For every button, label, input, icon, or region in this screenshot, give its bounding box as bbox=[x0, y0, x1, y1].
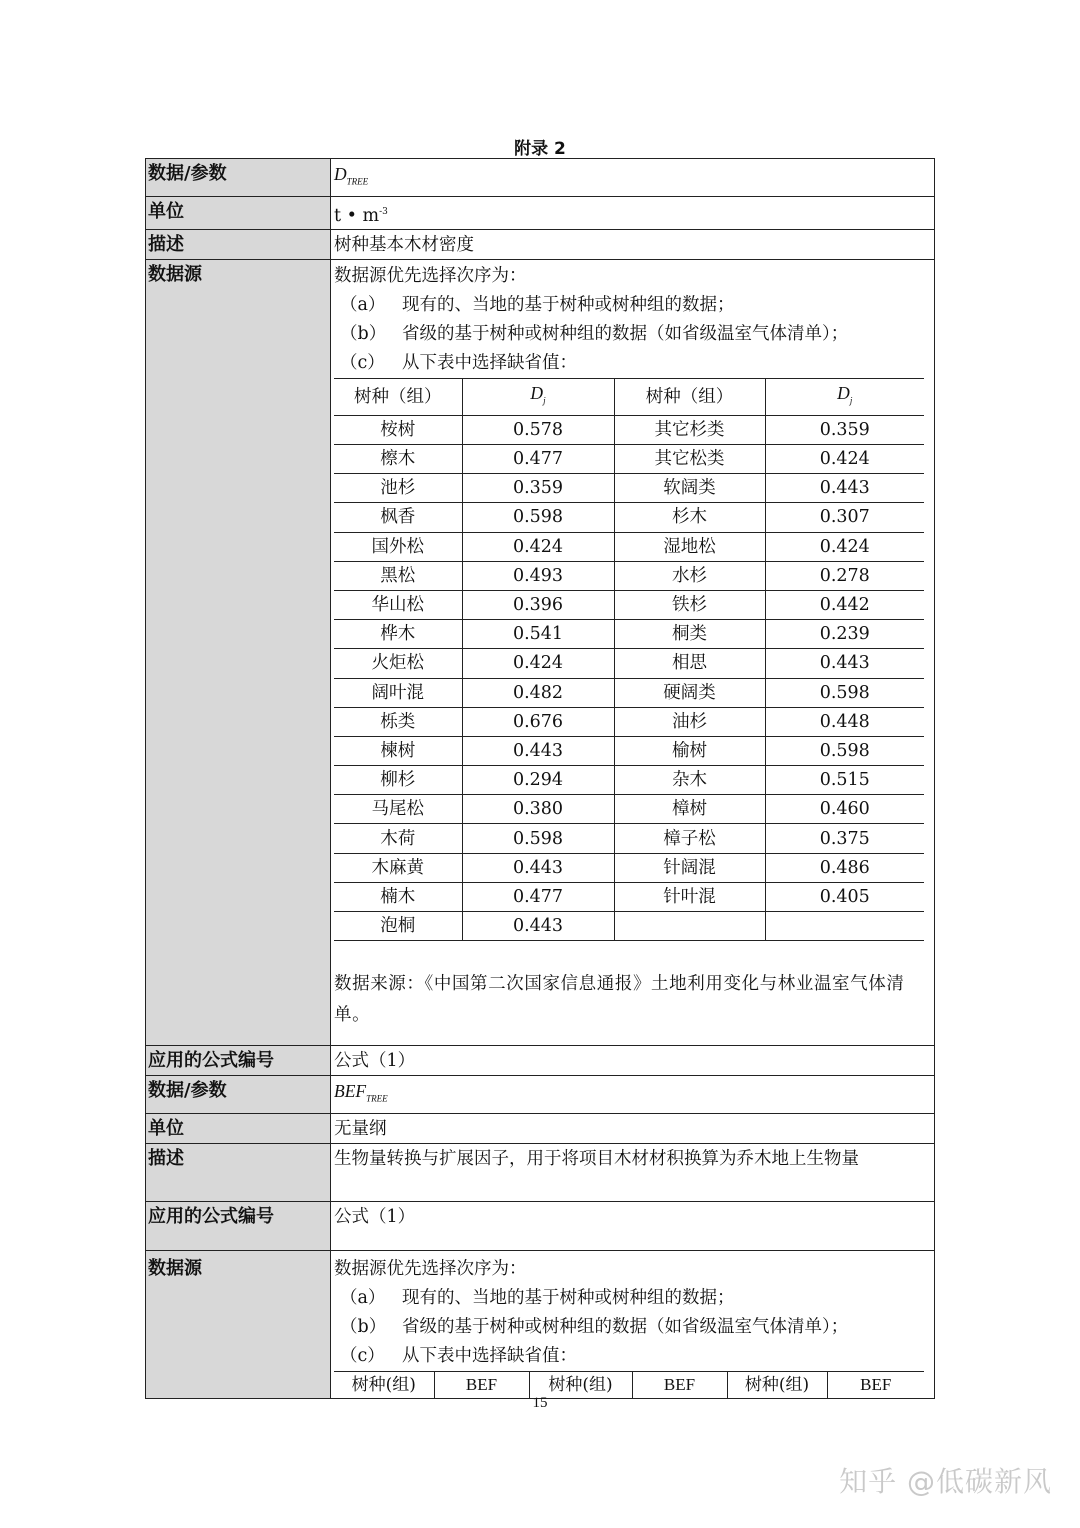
density-cell: 0.424 bbox=[462, 532, 614, 561]
species-cell: 软阔类 bbox=[614, 474, 765, 503]
species-cell: 针阔混 bbox=[614, 853, 765, 882]
density-cell bbox=[765, 912, 924, 941]
table-row bbox=[334, 561, 924, 590]
density-cell: 0.486 bbox=[765, 853, 924, 882]
species-cell: 其它杉类 bbox=[614, 415, 765, 444]
density-cell: 0.405 bbox=[765, 882, 924, 911]
density-cell: 0.278 bbox=[765, 561, 924, 590]
unit-value: t • $m^{-3}$ bbox=[331, 196, 935, 230]
header-species: 树种（组） bbox=[614, 379, 765, 416]
desc-value: 树种基本木材密度 bbox=[331, 230, 935, 260]
table-row bbox=[334, 824, 924, 853]
species-cell: 阔叶混 bbox=[334, 678, 462, 707]
page-number: 15 bbox=[532, 1395, 548, 1411]
source-value bbox=[331, 260, 935, 1046]
species-cell: 硬阔类 bbox=[614, 678, 765, 707]
option-a: （a） 现有的、当地的基于树种或树种组的数据； bbox=[340, 295, 735, 316]
option-b-2: （b） 省级的基于树种或树种组的数据（如省级温室气体清单）； bbox=[340, 1316, 849, 1337]
table-row bbox=[334, 503, 924, 532]
density-cell: 0.294 bbox=[462, 766, 614, 795]
density-cell: 0.396 bbox=[462, 590, 614, 619]
bef-table-header bbox=[334, 1371, 924, 1398]
param-value-2: $BEF_{TREE}$ bbox=[331, 1076, 935, 1114]
option-a-2: （a） 现有的、当地的基于树种或树种组的数据； bbox=[340, 1287, 735, 1308]
species-cell: 檫木 bbox=[334, 445, 462, 474]
species-cell bbox=[614, 912, 765, 941]
species-cell: 泡桐 bbox=[334, 912, 462, 941]
density-cell: 0.676 bbox=[462, 707, 614, 736]
option-b: （b） 省级的基于树种或树种组的数据（如省级温室气体清单）； bbox=[340, 324, 849, 345]
density-cell: 0.493 bbox=[462, 561, 614, 590]
table-row bbox=[334, 736, 924, 765]
unit-label: 单位 bbox=[146, 196, 331, 230]
species-cell: 铁杉 bbox=[614, 590, 765, 619]
species-cell: 楝树 bbox=[334, 736, 462, 765]
parameter-table bbox=[145, 158, 935, 1399]
bef-header-species: 树种(组) bbox=[727, 1371, 827, 1398]
species-cell: 火炬松 bbox=[334, 649, 462, 678]
table-row bbox=[334, 474, 924, 503]
bef-header-value: BEF bbox=[632, 1371, 727, 1398]
density-cell: 0.424 bbox=[765, 532, 924, 561]
source-intro: 数据源优先选择次序为： bbox=[334, 266, 527, 287]
species-cell: 相思 bbox=[614, 649, 765, 678]
table-row bbox=[334, 766, 924, 795]
species-cell: 针叶混 bbox=[614, 882, 765, 911]
option-c: （c） 从下表中选择缺省值： bbox=[340, 353, 577, 374]
species-cell: 水杉 bbox=[614, 561, 765, 590]
species-cell: 枫香 bbox=[334, 503, 462, 532]
species-cell: 湿地松 bbox=[614, 532, 765, 561]
species-cell: 樟子松 bbox=[614, 824, 765, 853]
bef-header-species: 树种(组) bbox=[529, 1371, 632, 1398]
density-cell: 0.460 bbox=[765, 795, 924, 824]
desc-label-2: 描述 bbox=[146, 1143, 331, 1201]
option-c-2: （c） 从下表中选择缺省值： bbox=[340, 1345, 577, 1366]
watermark: 知乎 @低碳新风 bbox=[839, 1465, 1052, 1498]
density-cell: 0.239 bbox=[765, 620, 924, 649]
formula-value: 公式（1） bbox=[331, 1046, 935, 1076]
species-cell: 木麻黄 bbox=[334, 853, 462, 882]
density-cell: 0.359 bbox=[462, 474, 614, 503]
table-row bbox=[334, 912, 924, 941]
density-cell: 0.443 bbox=[765, 649, 924, 678]
density-cell: 0.482 bbox=[462, 678, 614, 707]
density-cell: 0.448 bbox=[765, 707, 924, 736]
density-cell: 0.443 bbox=[462, 912, 614, 941]
bef-header-species: 树种(组) bbox=[334, 1371, 434, 1398]
species-cell: 桉树 bbox=[334, 415, 462, 444]
formula-value-2: 公式（1） bbox=[331, 1201, 935, 1250]
table-row bbox=[334, 678, 924, 707]
species-cell: 桐类 bbox=[614, 620, 765, 649]
density-cell: 0.424 bbox=[765, 445, 924, 474]
table-row bbox=[334, 649, 924, 678]
density-cell: 0.443 bbox=[462, 853, 614, 882]
density-cell: 0.477 bbox=[462, 445, 614, 474]
species-cell: 栎类 bbox=[334, 707, 462, 736]
param-value: $D_{TREE}$ bbox=[331, 159, 935, 197]
density-cell: 0.598 bbox=[462, 824, 614, 853]
table-row bbox=[334, 853, 924, 882]
density-cell: 0.477 bbox=[462, 882, 614, 911]
species-cell: 其它松类 bbox=[614, 445, 765, 474]
species-cell: 楠木 bbox=[334, 882, 462, 911]
bef-header-value: BEF bbox=[434, 1371, 529, 1398]
species-cell: 华山松 bbox=[334, 590, 462, 619]
density-table-header bbox=[334, 379, 924, 416]
density-cell: 0.541 bbox=[462, 620, 614, 649]
density-cell: 0.424 bbox=[462, 649, 614, 678]
species-cell: 油杉 bbox=[614, 707, 765, 736]
header-density: $D_j$ bbox=[462, 379, 614, 416]
source-label: 数据源 bbox=[146, 260, 331, 1046]
density-cell: 0.307 bbox=[765, 503, 924, 532]
density-cell: 0.380 bbox=[462, 795, 614, 824]
source-note: 数据来源：《中国第二次国家信息通报》土地利用变化与林业温室气体清单。 bbox=[334, 974, 905, 1026]
unit-label-2: 单位 bbox=[146, 1113, 331, 1143]
species-cell: 马尾松 bbox=[334, 795, 462, 824]
header-species: 树种（组） bbox=[334, 379, 462, 416]
species-cell: 杉木 bbox=[614, 503, 765, 532]
appendix-title: 附录 2 bbox=[514, 139, 566, 159]
density-cell: 0.359 bbox=[765, 415, 924, 444]
species-cell: 桦木 bbox=[334, 620, 462, 649]
species-cell: 黑松 bbox=[334, 561, 462, 590]
density-cell: 0.443 bbox=[765, 474, 924, 503]
density-cell: 0.442 bbox=[765, 590, 924, 619]
bef-table bbox=[334, 1371, 924, 1398]
density-cell: 0.598 bbox=[462, 503, 614, 532]
species-cell: 池杉 bbox=[334, 474, 462, 503]
desc-value-2: 生物量转换与扩展因子，用于将项目木材材积换算为乔木地上生物量 bbox=[331, 1143, 935, 1201]
density-cell: 0.375 bbox=[765, 824, 924, 853]
density-cell: 0.515 bbox=[765, 766, 924, 795]
table-row bbox=[334, 882, 924, 911]
unit-value-2: 无量纲 bbox=[331, 1113, 935, 1143]
density-table bbox=[334, 378, 924, 941]
table-row bbox=[334, 590, 924, 619]
source-label-2: 数据源 bbox=[146, 1250, 331, 1398]
species-cell: 榆树 bbox=[614, 736, 765, 765]
density-cell: 0.443 bbox=[462, 736, 614, 765]
param-label-2: 数据/参数 bbox=[146, 1076, 331, 1114]
bef-header-value: BEF bbox=[827, 1371, 924, 1398]
table-row bbox=[334, 415, 924, 444]
density-cell: 0.598 bbox=[765, 678, 924, 707]
species-cell: 樟树 bbox=[614, 795, 765, 824]
density-cell: 0.598 bbox=[765, 736, 924, 765]
formula-label-2: 应用的公式编号 bbox=[146, 1201, 331, 1250]
formula-label: 应用的公式编号 bbox=[146, 1046, 331, 1076]
table-row bbox=[334, 532, 924, 561]
header-density: $D_j$ bbox=[765, 379, 924, 416]
param-label: 数据/参数 bbox=[146, 159, 331, 197]
source-value-2 bbox=[331, 1250, 935, 1398]
density-cell: 0.578 bbox=[462, 415, 614, 444]
species-cell: 木荷 bbox=[334, 824, 462, 853]
table-row bbox=[334, 707, 924, 736]
table-row bbox=[334, 795, 924, 824]
table-row bbox=[334, 445, 924, 474]
table-row bbox=[334, 620, 924, 649]
species-cell: 国外松 bbox=[334, 532, 462, 561]
source-intro-2: 数据源优先选择次序为： bbox=[334, 1258, 527, 1279]
species-cell: 杂木 bbox=[614, 766, 765, 795]
species-cell: 柳杉 bbox=[334, 766, 462, 795]
desc-label: 描述 bbox=[146, 230, 331, 260]
